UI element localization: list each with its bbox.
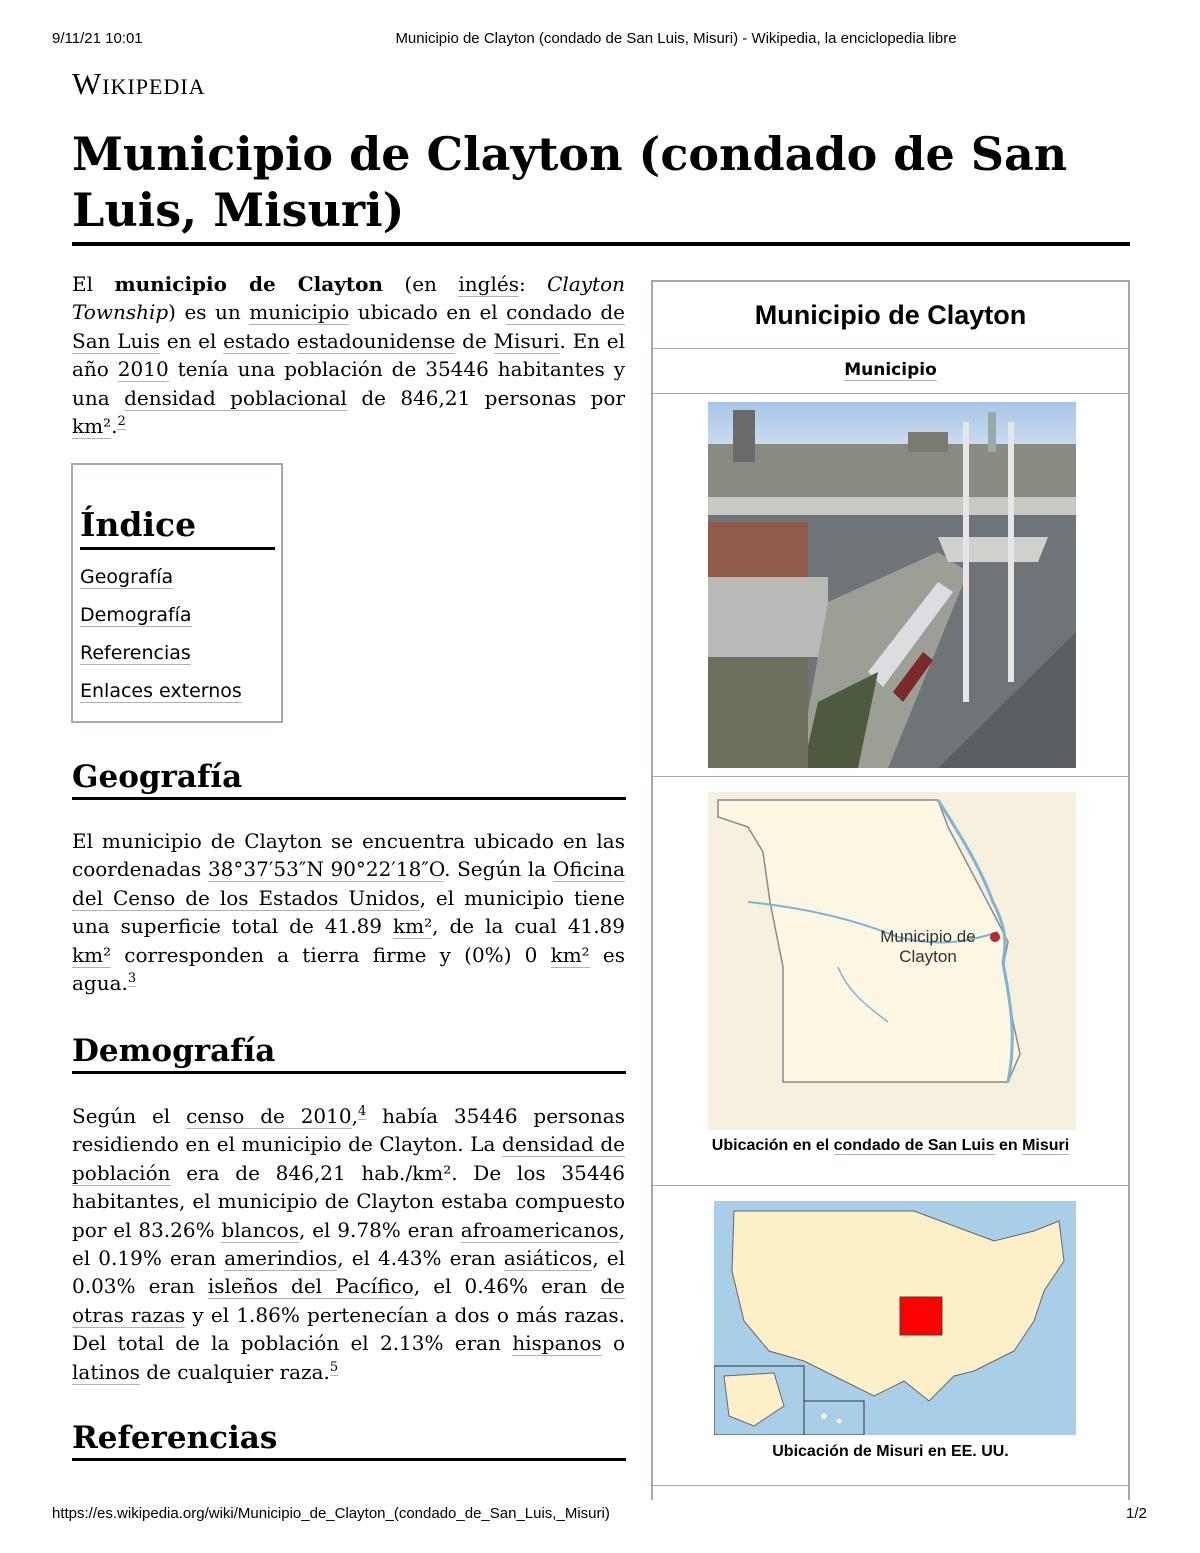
- link-municipio-type[interactable]: Municipio: [844, 360, 937, 380]
- print-url: https://es.wikipedia.org/wiki/Municipio_de_Clayton_(condado_de_San_Luis,_Misuri): [52, 1505, 610, 1522]
- infobox-subtitle: [653, 349, 1128, 394]
- link-otras-razas[interactable]: de otras razas: [72, 1274, 625, 1327]
- infobox-us-map-cell: [653, 1186, 1128, 1486]
- link-municipio[interactable]: municipio: [249, 300, 350, 325]
- link-estadounidense[interactable]: estadounidense: [296, 328, 456, 353]
- link-coordenadas[interactable]: 38°37′53″N 90°22′18″O: [207, 857, 445, 882]
- lead-paragraph: El municipio de Clayton (en inglés: Clayton Township) es un municipio ubicado en el condado de San Luis en el estado estadounidense de Misuri. En el año 2010 tenía una población de 35446 habitantes y una densidad poblacional de 846,21 personas por km².$^2$: [72, 272, 626, 439]
- link-condado-san-luis[interactable]: condado de San Luis: [72, 300, 625, 353]
- us-map-caption: Ubicación de Misuri en EE. UU.: [772, 1443, 1009, 1460]
- link-amerindios[interactable]: amerindios: [224, 1246, 338, 1271]
- print-page-number: 1/2: [1126, 1505, 1147, 1522]
- lead-bold-term: municipio de Clayton: [114, 272, 383, 296]
- reference-2[interactable]: 2: [117, 414, 126, 430]
- toc-item-demografia[interactable]: Demografía: [80, 604, 192, 626]
- table-of-contents: [71, 463, 283, 723]
- map-label-municipio-clayton: Municipio de: [880, 927, 976, 946]
- link-blancos[interactable]: blancos: [221, 1217, 299, 1242]
- map-label-municipio-clayton-line2: Clayton: [899, 947, 957, 966]
- link-densidad-poblacion[interactable]: densidad de población: [72, 1132, 625, 1185]
- link-asiaticos[interactable]: asiáticos: [503, 1246, 593, 1271]
- missouri-highlight: [900, 1297, 942, 1335]
- link-2010[interactable]: 2010: [117, 357, 169, 382]
- toc-heading: Índice: [80, 505, 275, 550]
- demografia-paragraph: Según el censo de 2010,$^4$ había 35446 personas residiendo en el municipio de Clayton. La densidad de población era de 846,21 hab./km². De los 35446 habitantes, el municipio de Clayton estaba compuesto por el 83.26% blancos, el 9.78% eran afroamericanos, el 0.19% eran amerindios, el 4.43% eran asiáticos, el 0.03% eran isleños del Pacífico, el 0.46% eran de otras razas y el 1.86% pertenecían a dos o más razas. Del total de la población el 2.13% eran hispanos o latinos de cualquier raza.$^5$: [72, 1104, 626, 1384]
- section-heading-geografia: Geografía: [72, 757, 626, 800]
- link-misuri[interactable]: Misuri: [493, 328, 560, 353]
- infobox-map-cell: [653, 777, 1128, 1186]
- geografia-paragraph: El municipio de Clayton se encuentra ubicado en las coordenadas 38°37′53″N 90°22′18″O. Según la Oficina del Censo de los Estados Unidos, el municipio tiene una superficie total de 41.89 km², de la cual 41.89 km² corresponden a tierra firme y (0%) 0 km² es agua.$^3$: [72, 829, 626, 996]
- infobox: [651, 280, 1130, 1500]
- section-heading-referencias: Referencias: [72, 1418, 626, 1461]
- lead-italic-term: Clayton Township: [72, 272, 626, 325]
- print-page-title: Municipio de Clayton (condado de San Luis, Misuri) - Wikipedia, la enciclopedia libre: [395, 30, 957, 47]
- link-ingles[interactable]: inglés: [458, 272, 519, 296]
- link-islenos-pacifico[interactable]: isleños del Pacífico: [207, 1274, 414, 1299]
- link-caption-condado[interactable]: condado de San Luis: [833, 1137, 995, 1154]
- infobox-title: Municipio de Clayton: [653, 282, 1128, 349]
- page-title: Municipio de Clayton (condado de San Luis, Misuri): [72, 127, 1068, 237]
- infobox-photo-cell: [653, 394, 1128, 777]
- link-estado[interactable]: estado: [223, 328, 291, 353]
- title-rule: [72, 242, 1130, 246]
- section-heading-demografia: Demografía: [72, 1031, 626, 1074]
- link-censo-2010[interactable]: censo de 2010: [186, 1104, 352, 1128]
- reference-4[interactable]: 4: [357, 1104, 367, 1120]
- link-oficina-censo[interactable]: Oficina del Censo de los Estados Unidos: [72, 857, 625, 910]
- link-km2[interactable]: km²: [550, 942, 590, 967]
- map-caption: Ubicación en el condado de San Luis en Misuri: [711, 1137, 1070, 1154]
- toc-item-geografia[interactable]: Geografía: [80, 566, 174, 588]
- us-map[interactable]: [714, 1201, 1076, 1435]
- link-hispanos[interactable]: hispanos: [512, 1331, 602, 1356]
- link-km2[interactable]: km²: [393, 914, 433, 939]
- reference-3[interactable]: 3: [127, 971, 137, 987]
- link-km2[interactable]: km²: [72, 414, 112, 439]
- missouri-map[interactable]: [708, 792, 1076, 1130]
- print-date: 9/11/21 10:01: [52, 30, 143, 47]
- toc-item-enlaces-externos[interactable]: Enlaces externos: [80, 680, 242, 702]
- wikipedia-logo[interactable]: Wikipedia: [72, 66, 206, 101]
- reference-5[interactable]: 5: [329, 1360, 339, 1375]
- toc-item-referencias[interactable]: Referencias: [80, 642, 191, 664]
- link-km2[interactable]: km²: [72, 942, 112, 967]
- clayton-photo[interactable]: [708, 402, 1076, 768]
- link-caption-misuri[interactable]: Misuri: [1022, 1137, 1070, 1154]
- link-afroamericanos[interactable]: afroamericanos: [460, 1217, 619, 1242]
- link-densidad-poblacional[interactable]: densidad poblacional: [124, 385, 347, 410]
- link-latinos[interactable]: latinos: [72, 1359, 140, 1384]
